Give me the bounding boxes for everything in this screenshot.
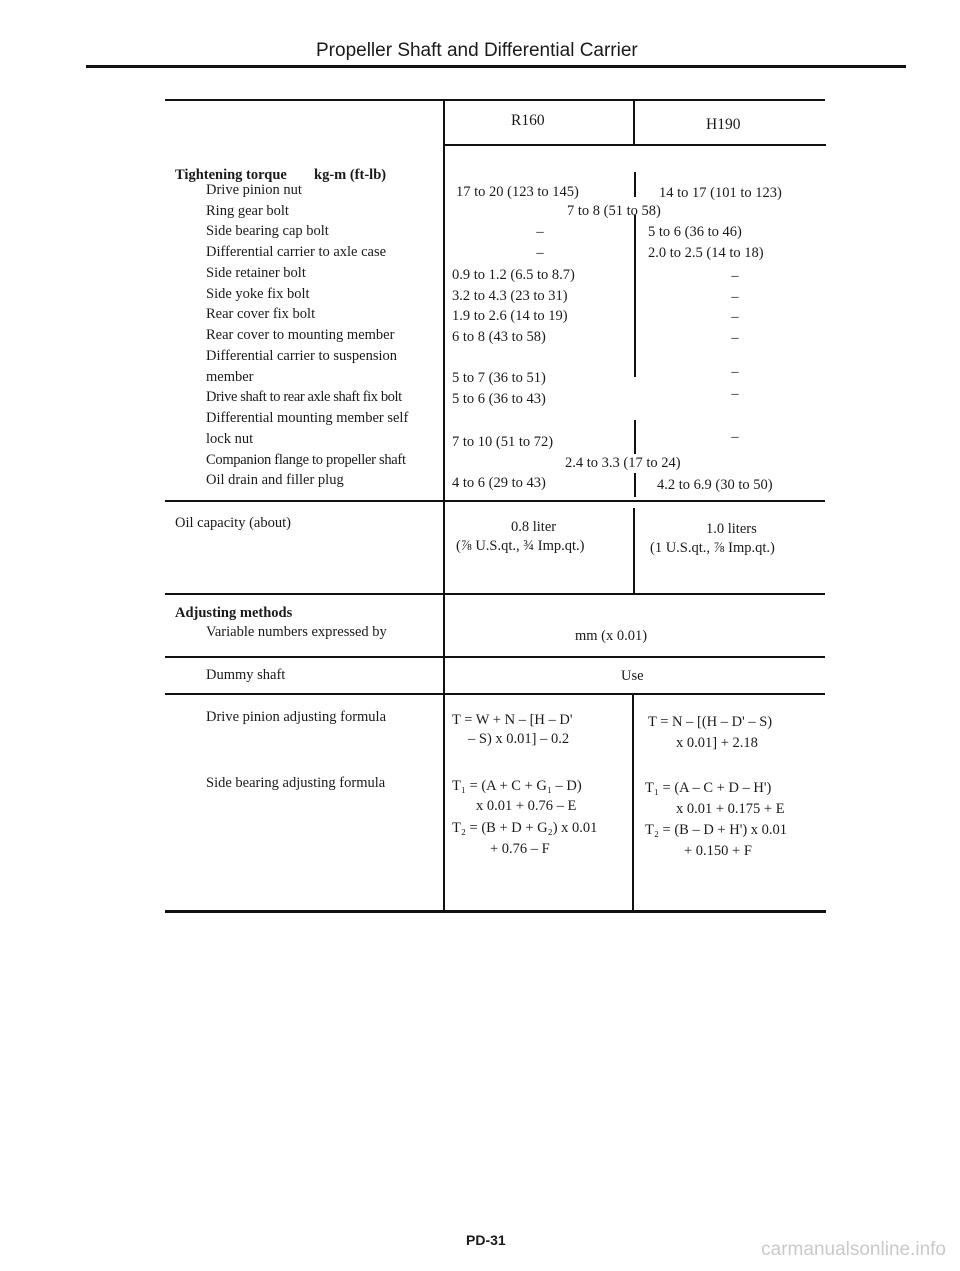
torque-row-label: Side bearing cap bolt [206, 223, 329, 239]
table-top-rule [165, 99, 825, 101]
variable-value: mm (x 0.01) [575, 628, 648, 644]
oil-r160-line1: 0.8 liter [511, 519, 557, 535]
torque-shared-value: 7 to 8 (51 to 58) [567, 203, 661, 219]
pinion-h190-line2: x 0.01] + 2.18 [676, 735, 758, 751]
pinion-r160-line2: – S) x 0.01] – 0.2 [468, 731, 570, 747]
side-r160-line1: T₁ = (A + C + G₁ – D) [452, 778, 582, 794]
torque-h190-value: – [731, 386, 739, 402]
adjust-rule-1 [165, 656, 825, 658]
torque-r160-value: – [536, 224, 544, 240]
torque-h190-value: – [731, 289, 739, 305]
torque-h190-value: 4.2 to 6.9 (30 to 50) [657, 477, 773, 493]
torque-row-label: lock nut [206, 431, 254, 447]
column-divider-header [633, 99, 635, 145]
column-divider-adjust [632, 695, 634, 911]
torque-shared-value: 2.4 to 3.3 (17 to 24) [565, 455, 681, 471]
torque-end-rule [165, 500, 825, 502]
side-r160-line3: T₂ = (B + D + G₂) x 0.01 [452, 820, 598, 836]
column-divider-oil [633, 508, 635, 594]
side-h190-line3: T₂ = (B – D + H') x 0.01 [645, 822, 788, 838]
torque-h190-value: – [731, 309, 739, 325]
torque-row-label: member [206, 369, 254, 385]
torque-h190-value: – [731, 364, 739, 380]
torque-r160-value: 4 to 6 (29 to 43) [452, 475, 546, 491]
label-column-divider [443, 99, 445, 911]
torque-row-label: Ring gear bolt [206, 203, 289, 219]
torque-h190-value: – [731, 268, 739, 284]
oil-r160-line2: (⅞ U.S.qt., ¾ Imp.qt.) [456, 538, 585, 554]
torque-r160-value: 7 to 10 (51 to 72) [452, 434, 554, 450]
torque-h190-value: – [731, 429, 739, 445]
torque-row-label: Drive shaft to rear axle shaft fix bolt [206, 389, 402, 405]
page-title: Propeller Shaft and Differential Carrier [316, 40, 638, 61]
pinion-formula-label: Drive pinion adjusting formula [206, 709, 387, 725]
torque-heading: Tightening torque [175, 167, 287, 183]
side-h190-line4: + 0.150 + F [684, 843, 752, 859]
oil-h190-line2: (1 U.S.qt., ⅞ Imp.qt.) [650, 540, 775, 556]
side-r160-line4: + 0.76 – F [490, 841, 550, 857]
column-divider-d [634, 473, 636, 497]
torque-r160-value: 6 to 8 (43 to 58) [452, 329, 546, 345]
torque-h190-value: 14 to 17 (101 to 123) [659, 185, 782, 201]
table-bottom-rule [165, 910, 826, 913]
variable-label: Variable numbers expressed by [206, 624, 387, 640]
torque-h190-value: – [731, 330, 739, 346]
torque-h190-value: 5 to 6 (36 to 46) [648, 224, 742, 240]
torque-row-label: Rear cover fix bolt [206, 306, 316, 322]
pinion-r160-line1: T = W + N – [H – D' [452, 712, 573, 728]
side-h190-line2: x 0.01 + 0.175 + E [676, 801, 785, 817]
oil-end-rule [165, 593, 825, 595]
adjust-rule-2 [165, 693, 825, 695]
torque-row-label: Side yoke fix bolt [206, 286, 310, 302]
column-header-r160: R160 [511, 112, 545, 129]
oil-capacity-label: Oil capacity (about) [175, 515, 291, 531]
adjust-heading: Adjusting methods [175, 605, 293, 621]
page-number: PD-31 [466, 1232, 506, 1248]
header-rule [445, 144, 826, 146]
pinion-h190-line1: T = N – [(H – D' – S) [648, 714, 773, 730]
torque-row-label: Differential carrier to axle case [206, 244, 387, 260]
column-divider-a [634, 172, 636, 197]
torque-r160-value: – [536, 245, 544, 261]
torque-r160-value: 17 to 20 (123 to 145) [456, 184, 579, 200]
oil-h190-line1: 1.0 liters [706, 521, 757, 537]
side-r160-line2: x 0.01 + 0.76 – E [476, 798, 577, 814]
torque-r160-value: 5 to 6 (36 to 43) [452, 391, 546, 407]
torque-row-label: Differential carrier to suspension [206, 348, 397, 364]
column-divider-b [634, 215, 636, 377]
torque-r160-value: 3.2 to 4.3 (23 to 31) [452, 288, 568, 304]
torque-r160-value: 1.9 to 2.6 (14 to 19) [452, 308, 568, 324]
torque-r160-value: 5 to 7 (36 to 51) [452, 370, 546, 386]
torque-row-label: Oil drain and filler plug [206, 472, 344, 488]
torque-r160-value: 0.9 to 1.2 (6.5 to 8.7) [452, 267, 575, 283]
torque-row-label: Drive pinion nut [206, 182, 302, 198]
dummy-shaft-value: Use [621, 668, 644, 684]
torque-row-label: Rear cover to mounting member [206, 327, 395, 343]
side-h190-line1: T₁ = (A – C + D – H') [645, 780, 772, 796]
torque-row-label: Differential mounting member self [206, 410, 409, 426]
watermark: carmanualsonline.info [761, 1239, 946, 1260]
torque-row-label: Side retainer bolt [206, 265, 306, 281]
side-bearing-formula-label: Side bearing adjusting formula [206, 775, 386, 791]
title-rule [86, 65, 906, 68]
dummy-shaft-label: Dummy shaft [206, 667, 286, 683]
torque-row-label: Companion flange to propeller shaft [206, 452, 406, 468]
torque-unit: kg-m (ft-lb) [314, 167, 387, 183]
torque-h190-value: 2.0 to 2.5 (14 to 18) [648, 245, 764, 261]
column-divider-c [634, 420, 636, 454]
column-header-h190: H190 [706, 116, 741, 133]
